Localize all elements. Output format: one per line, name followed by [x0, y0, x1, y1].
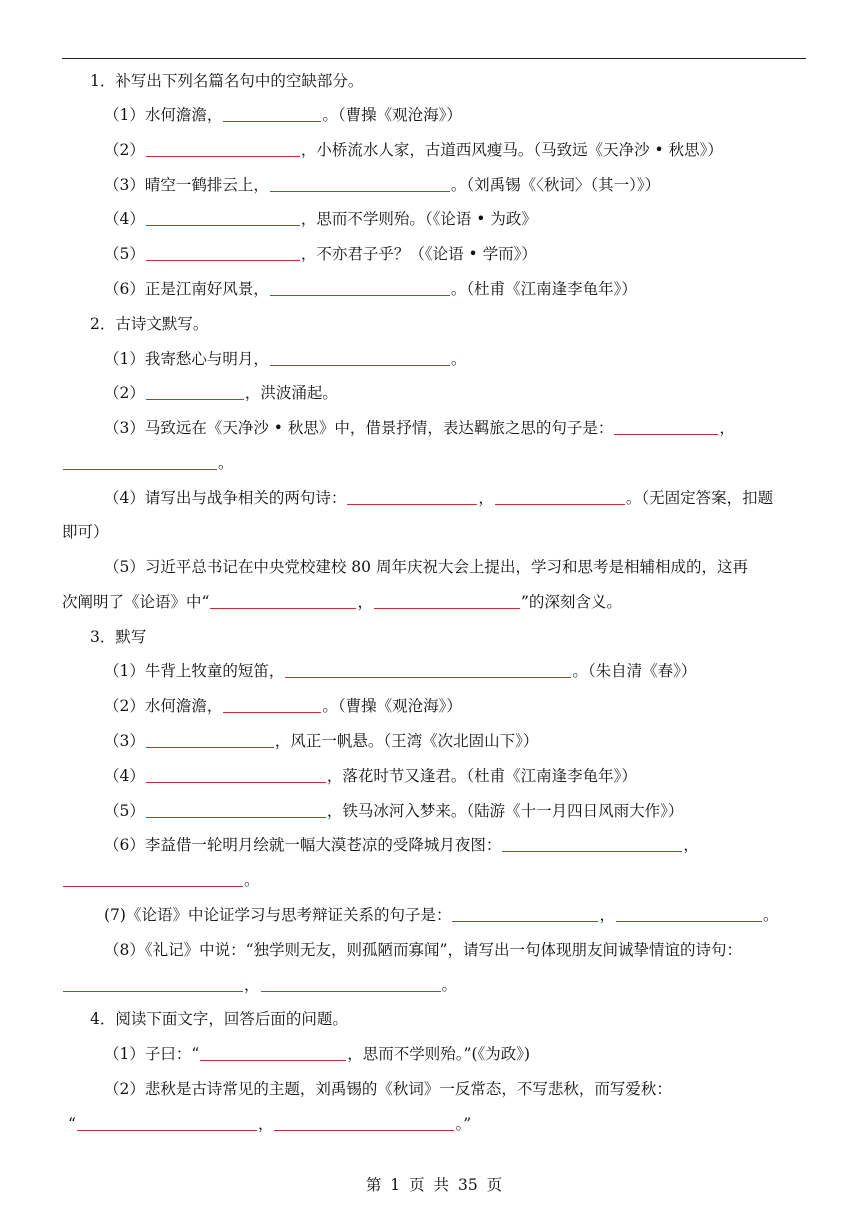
q3-item-5-pre: （5） — [104, 802, 145, 820]
q1-item-3-pre: （3）晴空一鹤排云上， — [104, 176, 269, 194]
q3-item-3-pre: （3） — [104, 732, 145, 750]
answer-blank[interactable] — [63, 871, 243, 888]
q4-item-1-post: ，思而不学则殆。”(《为政》) — [347, 1045, 531, 1063]
q1-item-2 — [62, 135, 806, 165]
q2-item-1-pre: （1）我寄愁心与明月， — [104, 350, 269, 368]
q1-item-2-post: ，小桥流水人家，古道西风瘦马。（马致远《天净沙 • 秋思》） — [300, 141, 723, 159]
q1-item-5-pre: （5） — [104, 245, 145, 263]
footer-gong: 共 — [433, 1176, 450, 1194]
answer-blank[interactable] — [616, 906, 762, 923]
answer-blank[interactable] — [223, 106, 321, 123]
q3-item-8-post: 。 — [441, 976, 458, 994]
answer-blank[interactable] — [502, 836, 682, 853]
q1-item-4 — [62, 204, 806, 234]
q3-item-4 — [62, 761, 806, 791]
q2-item-5-pre: 次阐明了《论语》中“ — [62, 593, 210, 611]
answer-blank[interactable] — [63, 454, 217, 471]
q3-item-6-pre: （6）李益借一轮明月绘就一幅大漠苍凉的受降城月夜图： — [104, 836, 502, 854]
footer-ye2: 页 — [486, 1176, 503, 1194]
q3-item-6 — [62, 830, 806, 860]
q3-item-3 — [62, 726, 806, 756]
q2-item-4-pre: （4）请写出与战争相关的两句诗： — [104, 489, 347, 507]
q3-item-7 — [62, 900, 806, 930]
answer-blank[interactable] — [200, 1045, 346, 1062]
q4-item-2-sep: ， — [257, 1115, 274, 1133]
q2-item-4-cont: 即可） — [62, 523, 109, 541]
q3-item-8: （8）《礼记》中说：“独学则无友，则孤陋而寡闻”，请写出一句体现朋友间诚挚情谊的诗句： — [104, 941, 742, 959]
footer-ye: 页 — [409, 1176, 425, 1194]
q1-item-4-pre: （4） — [104, 210, 145, 228]
q2-item-4-sep: ， — [478, 489, 494, 507]
q1-item-2-pre: （2） — [104, 141, 145, 159]
answer-blank[interactable] — [270, 280, 450, 297]
q3-item-8-cont — [62, 970, 806, 1000]
q2-item-3 — [62, 413, 806, 443]
q1-title: 1．补写出下列名篇名句中的空缺部分。 — [90, 72, 364, 90]
header-rule — [62, 58, 806, 59]
q2-item-3-post: 。 — [218, 454, 234, 472]
q4-item-1 — [62, 1039, 806, 1069]
q3-title: 3．默写 — [90, 628, 147, 646]
q2-item-5-line1: （5）习近平总书记在中央党校建校 80 周年庆祝大会上提出，学习和思考是相辅相成的，这再 — [104, 558, 748, 576]
q3-item-5 — [62, 796, 806, 826]
answer-blank[interactable] — [347, 489, 477, 506]
answer-blank[interactable] — [452, 906, 598, 923]
q1-item-6-post: 。（杜甫《江南逢李龟年》） — [450, 280, 637, 298]
q3-item-8-sep: ， — [244, 976, 260, 994]
answer-blank[interactable] — [77, 1115, 257, 1132]
answer-blank[interactable] — [146, 384, 244, 401]
q1-item-3-post: 。（刘禹锡《〈秋词〉（其一）》） — [450, 176, 661, 194]
footer-di: 第 — [365, 1176, 382, 1194]
answer-blank[interactable] — [210, 593, 356, 610]
q3-item-4-pre: （4） — [104, 767, 145, 785]
answer-blank[interactable] — [146, 732, 274, 749]
q2-item-2-pre: （2） — [104, 384, 145, 402]
q1-item-4-post: ，思而不学则殆。（《论语 • 为政》 — [300, 210, 537, 228]
q3-item-2-pre: （2）水何澹澹， — [104, 697, 223, 715]
q2-item-2 — [62, 378, 806, 408]
answer-blank[interactable] — [146, 141, 300, 158]
answer-blank[interactable] — [146, 245, 300, 262]
answer-blank[interactable] — [261, 976, 441, 993]
q4-item-2-post: 。” — [455, 1115, 472, 1133]
answer-blank[interactable] — [63, 976, 243, 993]
q3-item-6-cont — [62, 865, 806, 895]
q3-item-6-post: 。 — [244, 871, 260, 889]
current-page-number: 1 — [390, 1176, 401, 1194]
q4-item-2-pre: “ — [68, 1115, 76, 1133]
q1-item-5-post: ，不亦君子乎？（《论语 • 学而》） — [300, 245, 537, 263]
q3-item-1-post: 。（朱自清《春》） — [572, 662, 697, 680]
page-footer — [0, 1172, 868, 1198]
q2-item-3-sep: ， — [719, 419, 735, 437]
q2-item-4-post: 。（无固定答案，扣题 — [625, 489, 774, 507]
answer-blank[interactable] — [495, 489, 625, 506]
q1-item-1-pre: （1）水何澹澹， — [104, 106, 223, 124]
q4-item-2-line1: （2）悲秋是古诗常见的主题，刘禹锡的《秋词》一反常态，不写悲秋，而写爱秋： — [104, 1080, 672, 1098]
q2-item-4 — [62, 483, 806, 513]
q1-item-5 — [62, 239, 806, 269]
q1-item-3 — [62, 170, 806, 200]
answer-blank[interactable] — [270, 350, 450, 367]
answer-blank[interactable] — [374, 593, 520, 610]
q3-item-5-post: ，铁马冰河入梦来。（陆游《十一月四日风雨大作》） — [326, 802, 684, 820]
q3-item-7-pre: (7)《论语》中论证学习与思考辩证关系的句子是： — [104, 906, 452, 924]
answer-blank[interactable] — [146, 802, 326, 819]
q1-item-1 — [62, 100, 806, 130]
q2-item-1-post: 。 — [450, 350, 467, 368]
q4-title: 4．阅读下面文字，回答后面的问题。 — [90, 1010, 348, 1028]
q3-item-4-post: ，落花时节又逢君。（杜甫《江南逢李龟年》） — [326, 767, 637, 785]
q2-item-5-sep: ， — [357, 593, 373, 611]
q3-item-6-sep: ， — [683, 836, 699, 854]
q1-item-6-pre: （6）正是江南好风景， — [104, 280, 269, 298]
q3-item-1 — [62, 656, 806, 686]
answer-blank[interactable] — [274, 1115, 454, 1132]
q2-item-3-pre: （3）马致远在《天净沙 • 秋思》中，借景抒情，表达羁旅之思的句子是： — [104, 419, 614, 437]
q3-item-1-pre: （1）牛背上牧童的短笛， — [104, 662, 285, 680]
q1-item-1-post: 。（曹操《观沧海》） — [322, 106, 462, 124]
q2-item-3-cont — [62, 448, 806, 478]
q1-item-6 — [62, 274, 806, 304]
answer-blank[interactable] — [146, 210, 300, 227]
answer-blank[interactable] — [146, 767, 326, 784]
total-page-count: 35 — [457, 1176, 478, 1194]
q4-item-2-cont — [62, 1109, 806, 1139]
q3-item-2-post: 。（曹操《观沧海》） — [322, 697, 462, 715]
q2-item-1 — [62, 344, 806, 374]
q3-item-7-post: 。 — [762, 906, 779, 924]
answer-blank[interactable] — [223, 697, 321, 714]
answer-blank[interactable] — [285, 662, 571, 679]
q2-title: 2．古诗文默写。 — [90, 315, 209, 333]
q3-item-7-sep: ， — [599, 906, 615, 924]
q3-item-2 — [62, 691, 806, 721]
answer-blank[interactable] — [614, 419, 718, 436]
answer-blank[interactable] — [270, 176, 450, 193]
q2-item-5-line2 — [62, 587, 806, 617]
q2-item-2-post: ，洪波涌起。 — [244, 384, 338, 402]
q4-item-1-pre: （1）子曰：“ — [104, 1045, 200, 1063]
q3-item-3-post: ，风正一帆悬。（王湾《次北固山下》） — [274, 732, 539, 750]
q2-item-5-post: ”的深刻含义。 — [520, 593, 622, 611]
